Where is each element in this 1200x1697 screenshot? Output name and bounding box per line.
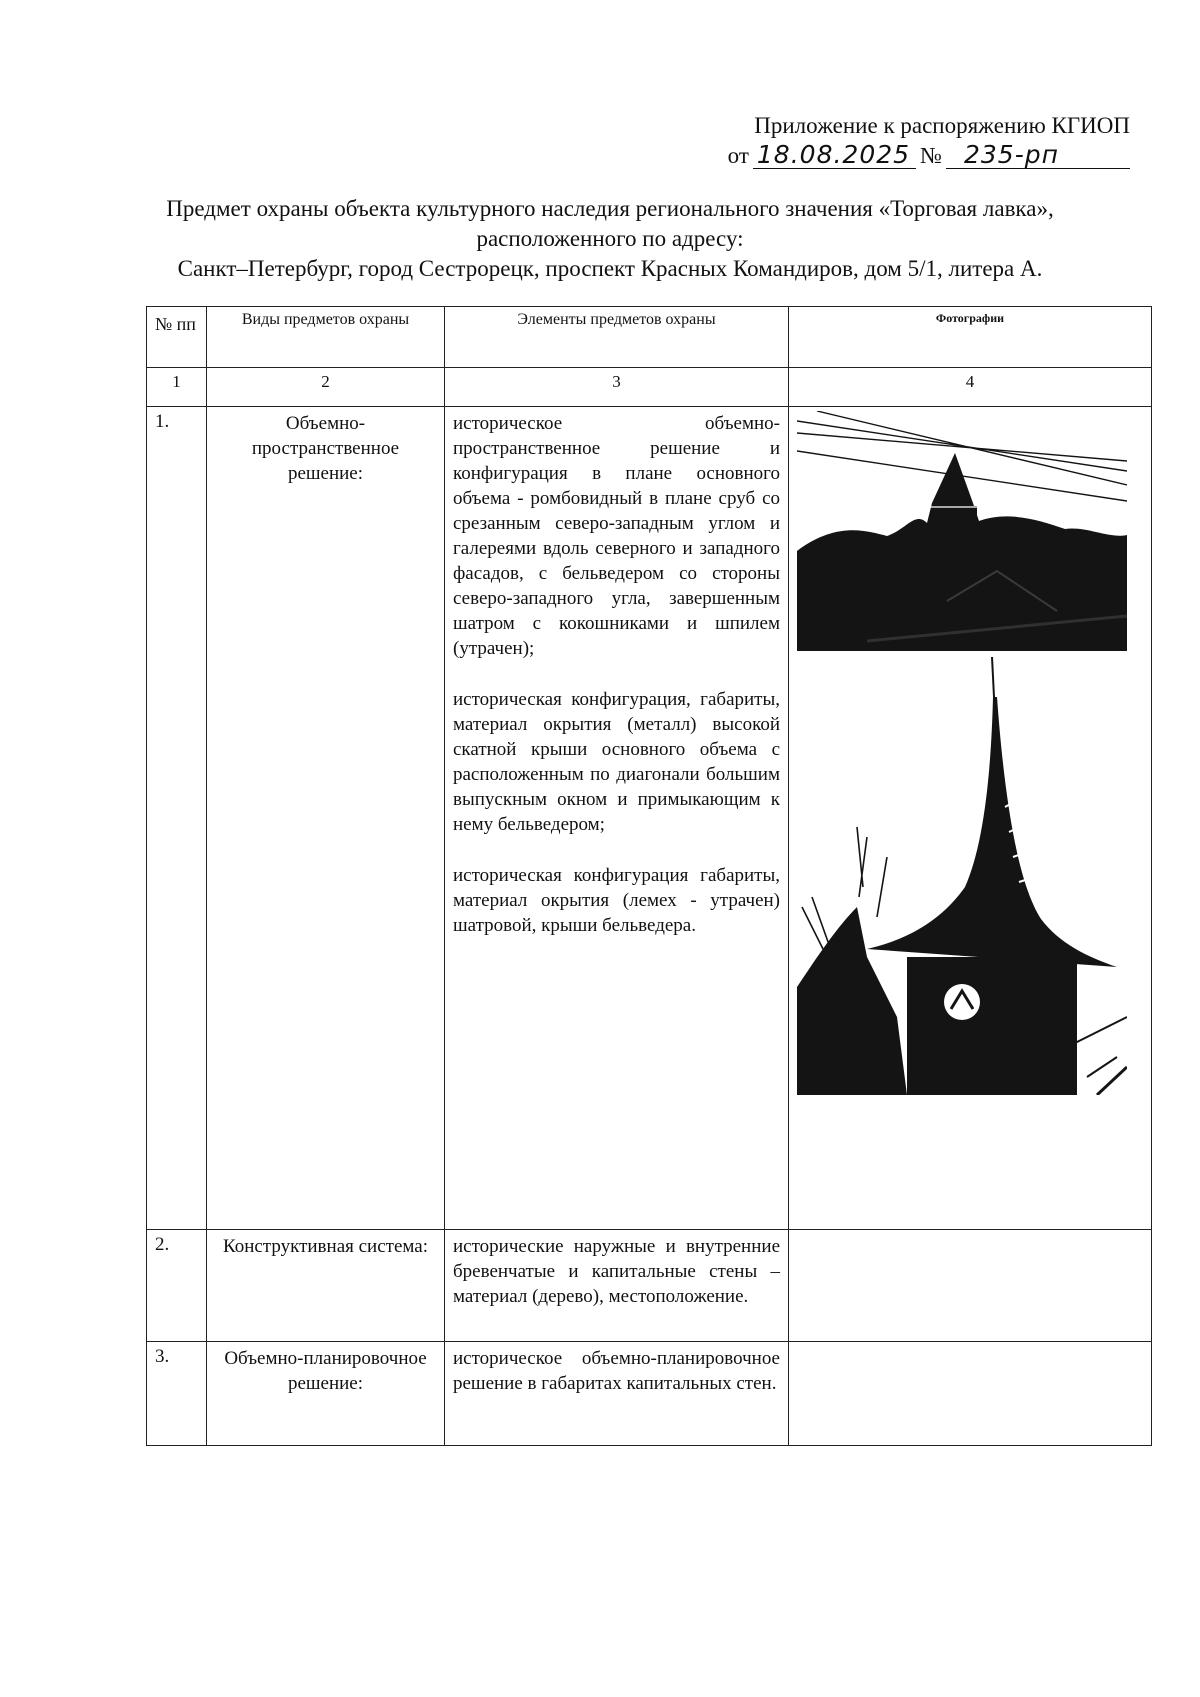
header-number: № пп (147, 307, 207, 368)
header-row (147, 307, 1152, 368)
index-cell: 2 (207, 368, 445, 407)
element-text: историческая конфигурация габариты, материал окрытия (лемех - утрачен) шатровой, крыши бельведера. (453, 865, 780, 936)
index-cell: 1 (147, 368, 207, 407)
number-sign: № (920, 143, 942, 168)
protection-kind: Объемно-планировочное решение: (207, 1342, 445, 1446)
header-elements: Элементы предметов охраны (445, 307, 789, 368)
date-prefix: от (727, 143, 749, 168)
photos-cell (789, 1342, 1152, 1446)
protection-kind: Объемно-пространственное решение: (207, 407, 445, 1230)
appendix-block (660, 112, 1130, 169)
title-line-3: Санкт–Петербург, город Сестрорецк, проспект Красных Командиров, дом 5/1, литера А. (177, 256, 1043, 281)
table-row (147, 1230, 1152, 1342)
appendix-line: Приложение к распоряжению КГИОП (754, 113, 1130, 138)
header-kind: Виды предметов охраны (207, 307, 445, 368)
title-line-1: Предмет охраны объекта культурного наследия регионального значения «Торговая лавка», (166, 196, 1054, 221)
photos-cell (789, 407, 1152, 1230)
protection-elements (445, 407, 789, 1230)
index-cell: 4 (789, 368, 1152, 407)
document-title (140, 194, 1080, 284)
element-text: исторические наружные и внутренние бревенчатые и капитальные стены – материал (дерево), местоположение. (453, 1236, 780, 1307)
table-row (147, 407, 1152, 1230)
building-photo (797, 411, 1127, 651)
element-text: историческое объемно-планировочное решение в габаритах капитальных стен. (453, 1348, 780, 1394)
title-line-2: расположенного по адресу: (476, 226, 744, 251)
element-text: историческое объемно-пространственное решение и конфигурация в плане основного объема - ромбовидный в плане сруб со срезанным северо-западным углом и галереями вдоль северного и западного фасадов, с бельведером со стороны северо-западного угла, завершенным шатром с кокошниками и шпилем (утрачен); (453, 413, 780, 659)
element-text: историческая конфигурация, габариты, материал окрытия (металл) высокой скатной крыши основного объема с расположенным по диагонали большим выпускным окном и примыкающим к нему бельведером; (453, 689, 780, 835)
table-row (147, 1342, 1152, 1446)
index-row (147, 368, 1152, 407)
row-number: 3. (147, 1342, 207, 1446)
row-number: 1. (147, 407, 207, 1230)
protection-kind: Конструктивная система: (207, 1230, 445, 1342)
index-cell: 3 (445, 368, 789, 407)
order-date: 18.08.2025 (753, 142, 916, 169)
protection-elements (445, 1230, 789, 1342)
belvedere-photo (797, 657, 1127, 1095)
date-line (660, 142, 1130, 169)
protection-table (146, 306, 1152, 1446)
order-number: 235-рп (946, 142, 1130, 169)
header-photos: Фотографии (789, 307, 1152, 368)
photos-cell (789, 1230, 1152, 1342)
row-number: 2. (147, 1230, 207, 1342)
protection-elements (445, 1342, 789, 1446)
